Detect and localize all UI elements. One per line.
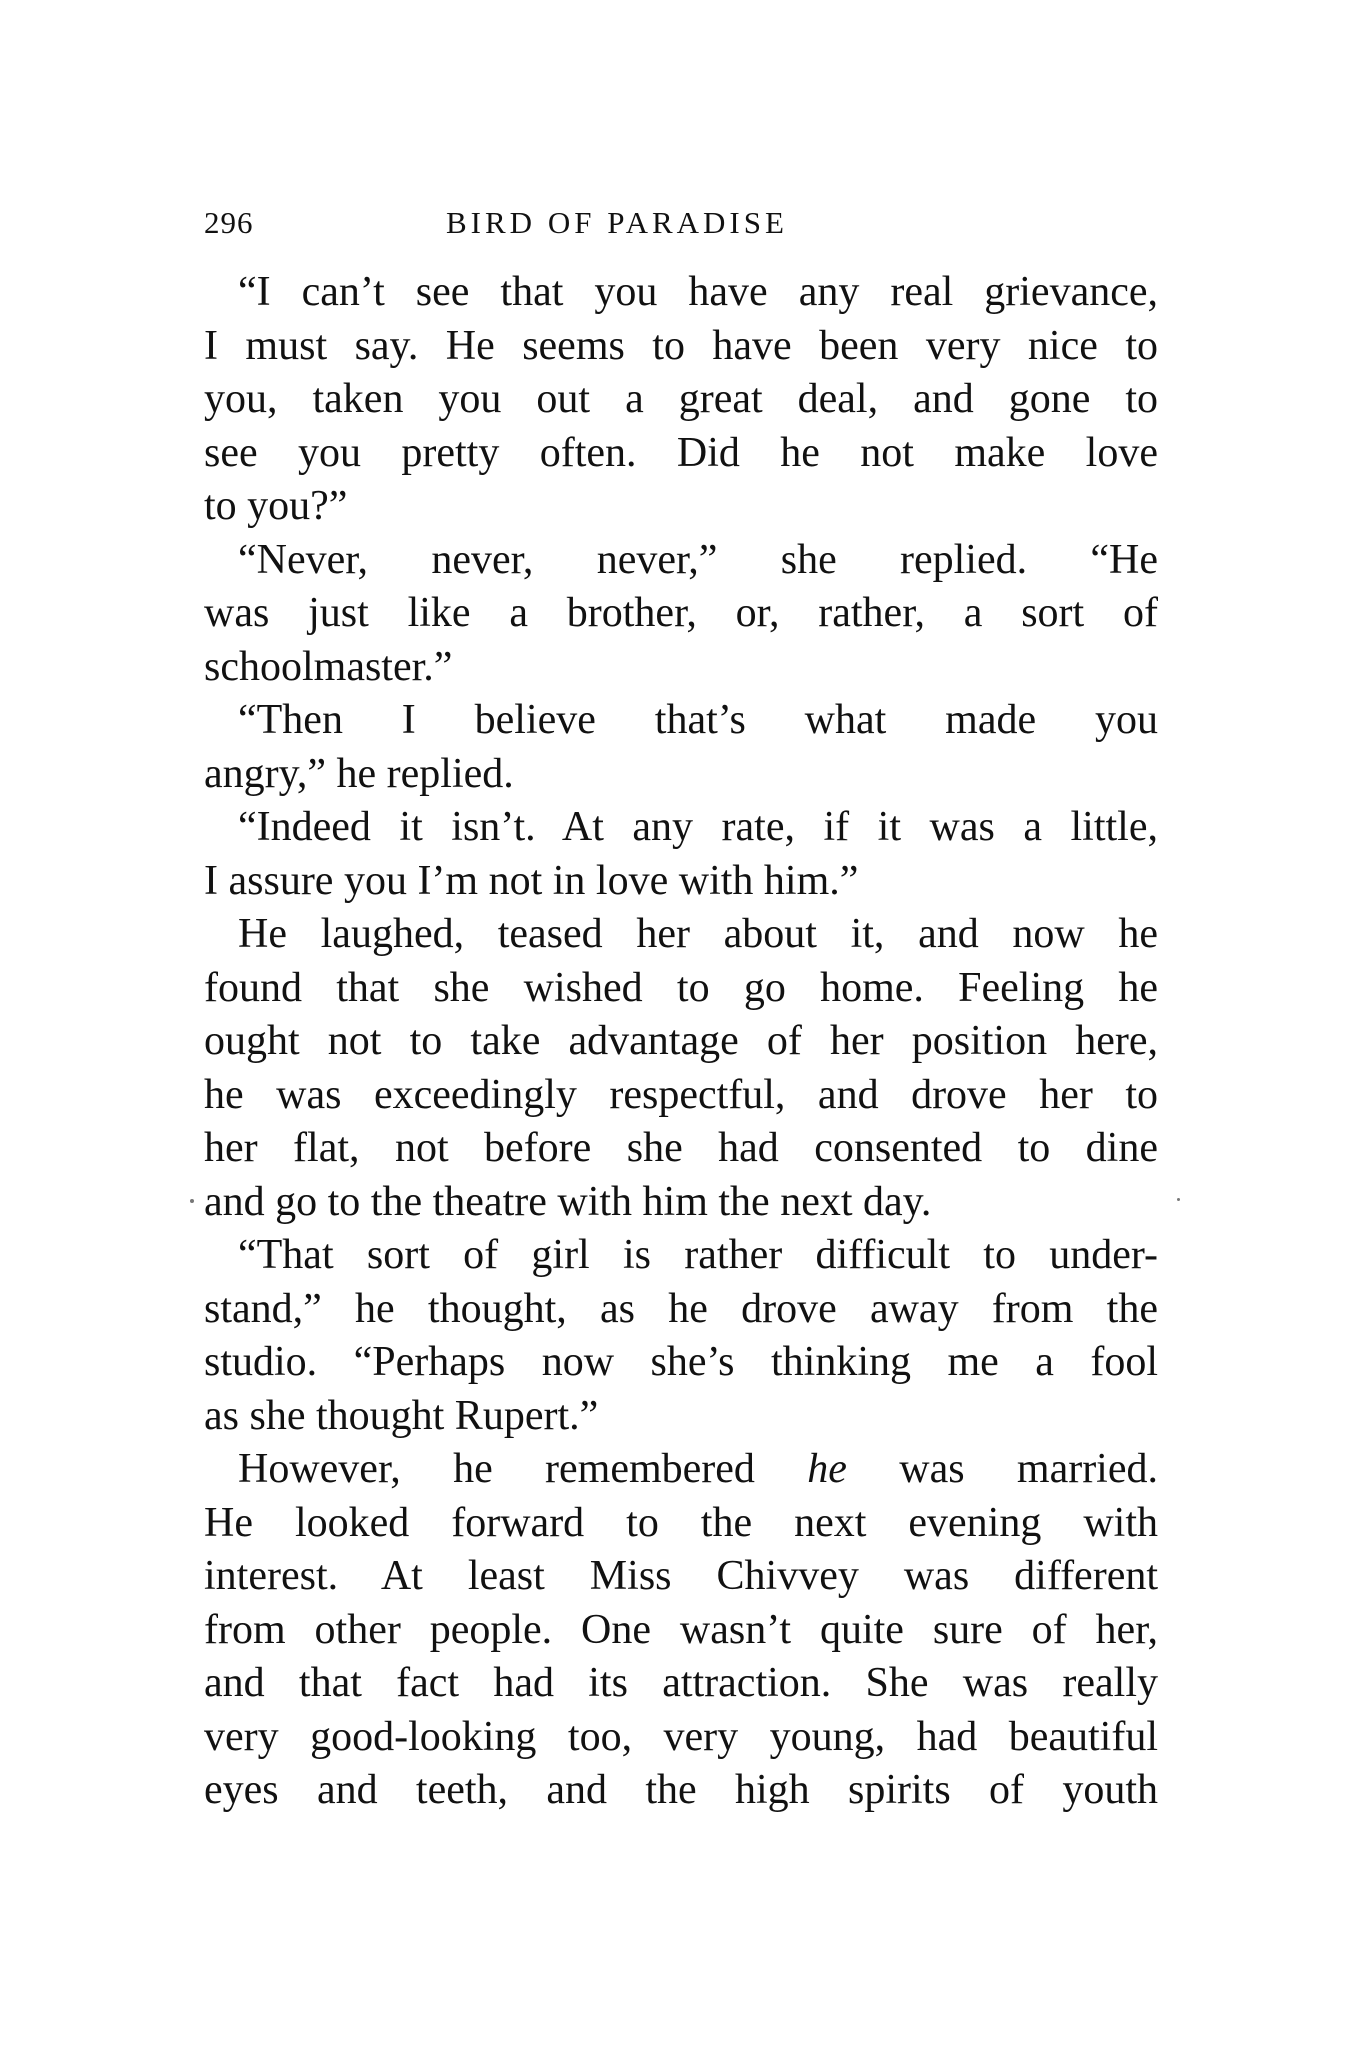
text-line: “That sort of girl is rather difficult to under-	[238, 1232, 1158, 1278]
text-line	[204, 1443, 1158, 1497]
text-line: he was exceedingly respectful, and drove her to	[204, 1071, 1158, 1118]
text-line: very good-looking too, very young, had beautiful	[204, 1713, 1158, 1760]
text-line: “I can’t see that you have any real grievance,	[238, 269, 1158, 315]
text-line: to you?”	[204, 483, 348, 529]
print-speck	[190, 1199, 194, 1203]
text-line: her flat, not before she had consented to dine	[204, 1125, 1158, 1171]
text-line: angry,” he replied.	[204, 750, 514, 797]
text-line: as she thought Rupert.”	[204, 1392, 599, 1439]
text-line: ought not to take advantage of her position here,	[204, 1018, 1158, 1064]
text-line: see you pretty often. Did he not make love	[204, 429, 1158, 476]
page-number: 296	[204, 205, 254, 240]
text-line: studio. “Perhaps now she’s thinking me a fool	[204, 1339, 1158, 1385]
text-line: schoolmaster.”	[204, 643, 453, 690]
text-line: you, taken you out a great deal, and gone to	[204, 376, 1158, 422]
text-line: and go to the theatre with him the next day.	[204, 1178, 932, 1225]
print-speck	[1177, 1198, 1180, 1201]
text-line: eyes and teeth, and the high spirits of youth	[204, 1767, 1158, 1813]
text-line: I must say. He seems to have been very nice to	[204, 322, 1158, 369]
text-line: “Then I believe that’s what made you	[238, 697, 1158, 743]
running-head	[204, 205, 1168, 249]
text-segment: However, he remembered	[238, 1446, 808, 1492]
text-line: was just like a brother, or, rather, a sort of	[204, 590, 1158, 636]
italic-word: he	[807, 1446, 847, 1492]
text-line: stand,” he thought, as he drove away from the	[204, 1285, 1158, 1332]
text-line: He laughed, teased her about it, and now he	[238, 911, 1158, 957]
text-line: found that she wished to go home. Feeling he	[204, 964, 1158, 1011]
book-title: BIRD OF PARADISE	[446, 205, 788, 240]
text-line: “Never, never, never,” she replied. “He	[238, 536, 1158, 583]
text-line: from other people. One wasn’t quite sure of her,	[204, 1606, 1158, 1653]
text-line: and that fact had its attraction. She was really	[204, 1660, 1158, 1706]
text-segment: was married.	[846, 1446, 1158, 1492]
text-line: “Indeed it isn’t. At any rate, if it was a little,	[238, 804, 1158, 850]
text-line: interest. At least Miss Chivvey was different	[204, 1553, 1158, 1599]
body-text	[204, 266, 1158, 1818]
text-line: I assure you I’m not in love with him.”	[204, 857, 859, 904]
text-line: He looked forward to the next evening with	[204, 1499, 1158, 1546]
